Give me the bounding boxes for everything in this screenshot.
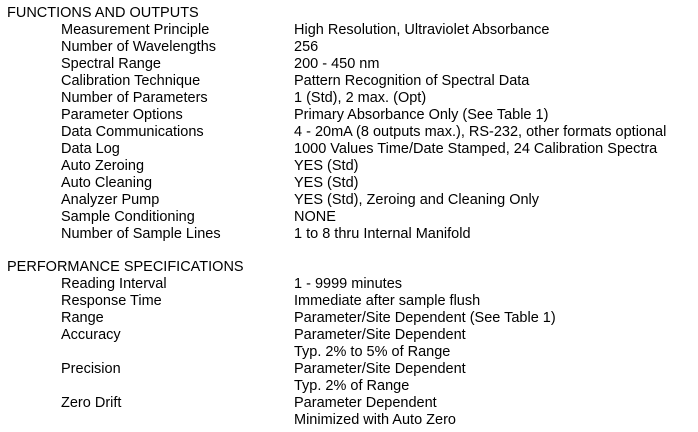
spec-row [0, 124, 698, 141]
performance-specs-list [0, 276, 698, 429]
spec-value: Parameter/Site Dependent [294, 327, 466, 343]
spec-label: Reading Interval [61, 276, 167, 292]
spec-label: Measurement Principle [61, 22, 210, 38]
spec-label: Auto Zeroing [61, 158, 145, 174]
spec-row [0, 361, 698, 395]
spec-label: Number of Parameters [61, 90, 208, 106]
spec-value: YES (Std) [294, 158, 359, 174]
spec-row [0, 192, 698, 209]
spec-values [294, 56, 379, 73]
spec-value: YES (Std), Zeroing and Cleaning Only [294, 192, 540, 208]
spec-row [0, 276, 698, 293]
spec-row [0, 226, 698, 243]
spec-value: Pattern Recognition of Spectral Data [294, 73, 530, 89]
spec-label: Number of Wavelengths [61, 39, 217, 55]
spec-values [294, 90, 426, 107]
spec-value: Typ. 2% to 5% of Range [294, 344, 451, 360]
spec-value: Immediate after sample flush [294, 293, 481, 309]
spec-values [294, 158, 358, 175]
spec-values [294, 175, 358, 192]
functions-outputs-list [0, 22, 698, 243]
spec-label: Auto Cleaning [61, 175, 153, 191]
spec-values [294, 293, 480, 310]
spec-row [0, 293, 698, 310]
spec-value: YES (Std) [294, 175, 359, 191]
spec-values [294, 276, 402, 293]
spec-values [294, 141, 657, 158]
spec-label: Accuracy [61, 327, 121, 343]
spec-row [0, 73, 698, 90]
spec-values [294, 361, 466, 395]
spec-value: 1000 Values Time/Date Stamped, 24 Calibration Spectra [294, 141, 658, 157]
spec-values [294, 124, 666, 141]
spec-value: 256 [294, 39, 319, 55]
spec-value: 1 to 8 thru Internal Manifold [294, 226, 471, 242]
spec-label: Zero Drift [61, 395, 122, 411]
spec-row [0, 327, 698, 361]
spec-values [294, 209, 336, 226]
spec-label: Response Time [61, 293, 162, 309]
spec-value: 1 - 9999 minutes [294, 276, 403, 292]
spec-value: Parameter Dependent [294, 395, 437, 411]
spec-value: Minimized with Auto Zero [294, 412, 456, 428]
spec-label: Data Log [61, 141, 120, 157]
spec-values [294, 107, 548, 124]
spec-value: Parameter/Site Dependent [294, 361, 466, 377]
spec-values [294, 73, 529, 90]
spec-label: Parameter Options [61, 107, 183, 123]
spec-row [0, 39, 698, 56]
spec-value: 4 - 20mA (8 outputs max.), RS-232, other formats optional [294, 124, 667, 140]
spec-values [294, 192, 539, 209]
spec-row [0, 175, 698, 192]
spec-label: Precision [61, 361, 121, 377]
spec-row [0, 158, 698, 175]
spec-value: NONE [294, 209, 336, 225]
spec-values [294, 327, 466, 361]
spec-label: Calibration Technique [61, 73, 201, 89]
spec-row [0, 90, 698, 107]
spec-row [0, 56, 698, 73]
spec-row [0, 209, 698, 226]
spec-label: Spectral Range [61, 56, 161, 72]
spec-value: High Resolution, Ultraviolet Absorbance [294, 22, 550, 38]
spec-row [0, 395, 698, 429]
spec-value: Parameter/Site Dependent (See Table 1) [294, 310, 556, 326]
spec-value: 1 (Std), 2 max. (Opt) [294, 90, 427, 106]
spec-values [294, 395, 456, 429]
spec-value: 200 - 450 nm [294, 56, 380, 72]
spec-label: Number of Sample Lines [61, 226, 221, 242]
spec-label: Analyzer Pump [61, 192, 160, 208]
spec-values [294, 310, 556, 327]
section-title-functions-outputs: FUNCTIONS AND OUTPUTS [7, 5, 199, 21]
spec-label: Data Communications [61, 124, 204, 140]
spec-row [0, 141, 698, 158]
spec-row [0, 310, 698, 327]
spec-value: Primary Absorbance Only (See Table 1) [294, 107, 549, 123]
spec-label: Sample Conditioning [61, 209, 195, 225]
spec-values [294, 39, 318, 56]
section-title-performance-specifications: PERFORMANCE SPECIFICATIONS [7, 259, 244, 275]
spec-value: Typ. 2% of Range [294, 378, 410, 394]
spec-row [0, 107, 698, 124]
spec-row [0, 22, 698, 39]
spec-label: Range [61, 310, 104, 326]
spec-values [294, 22, 550, 39]
spec-values [294, 226, 471, 243]
